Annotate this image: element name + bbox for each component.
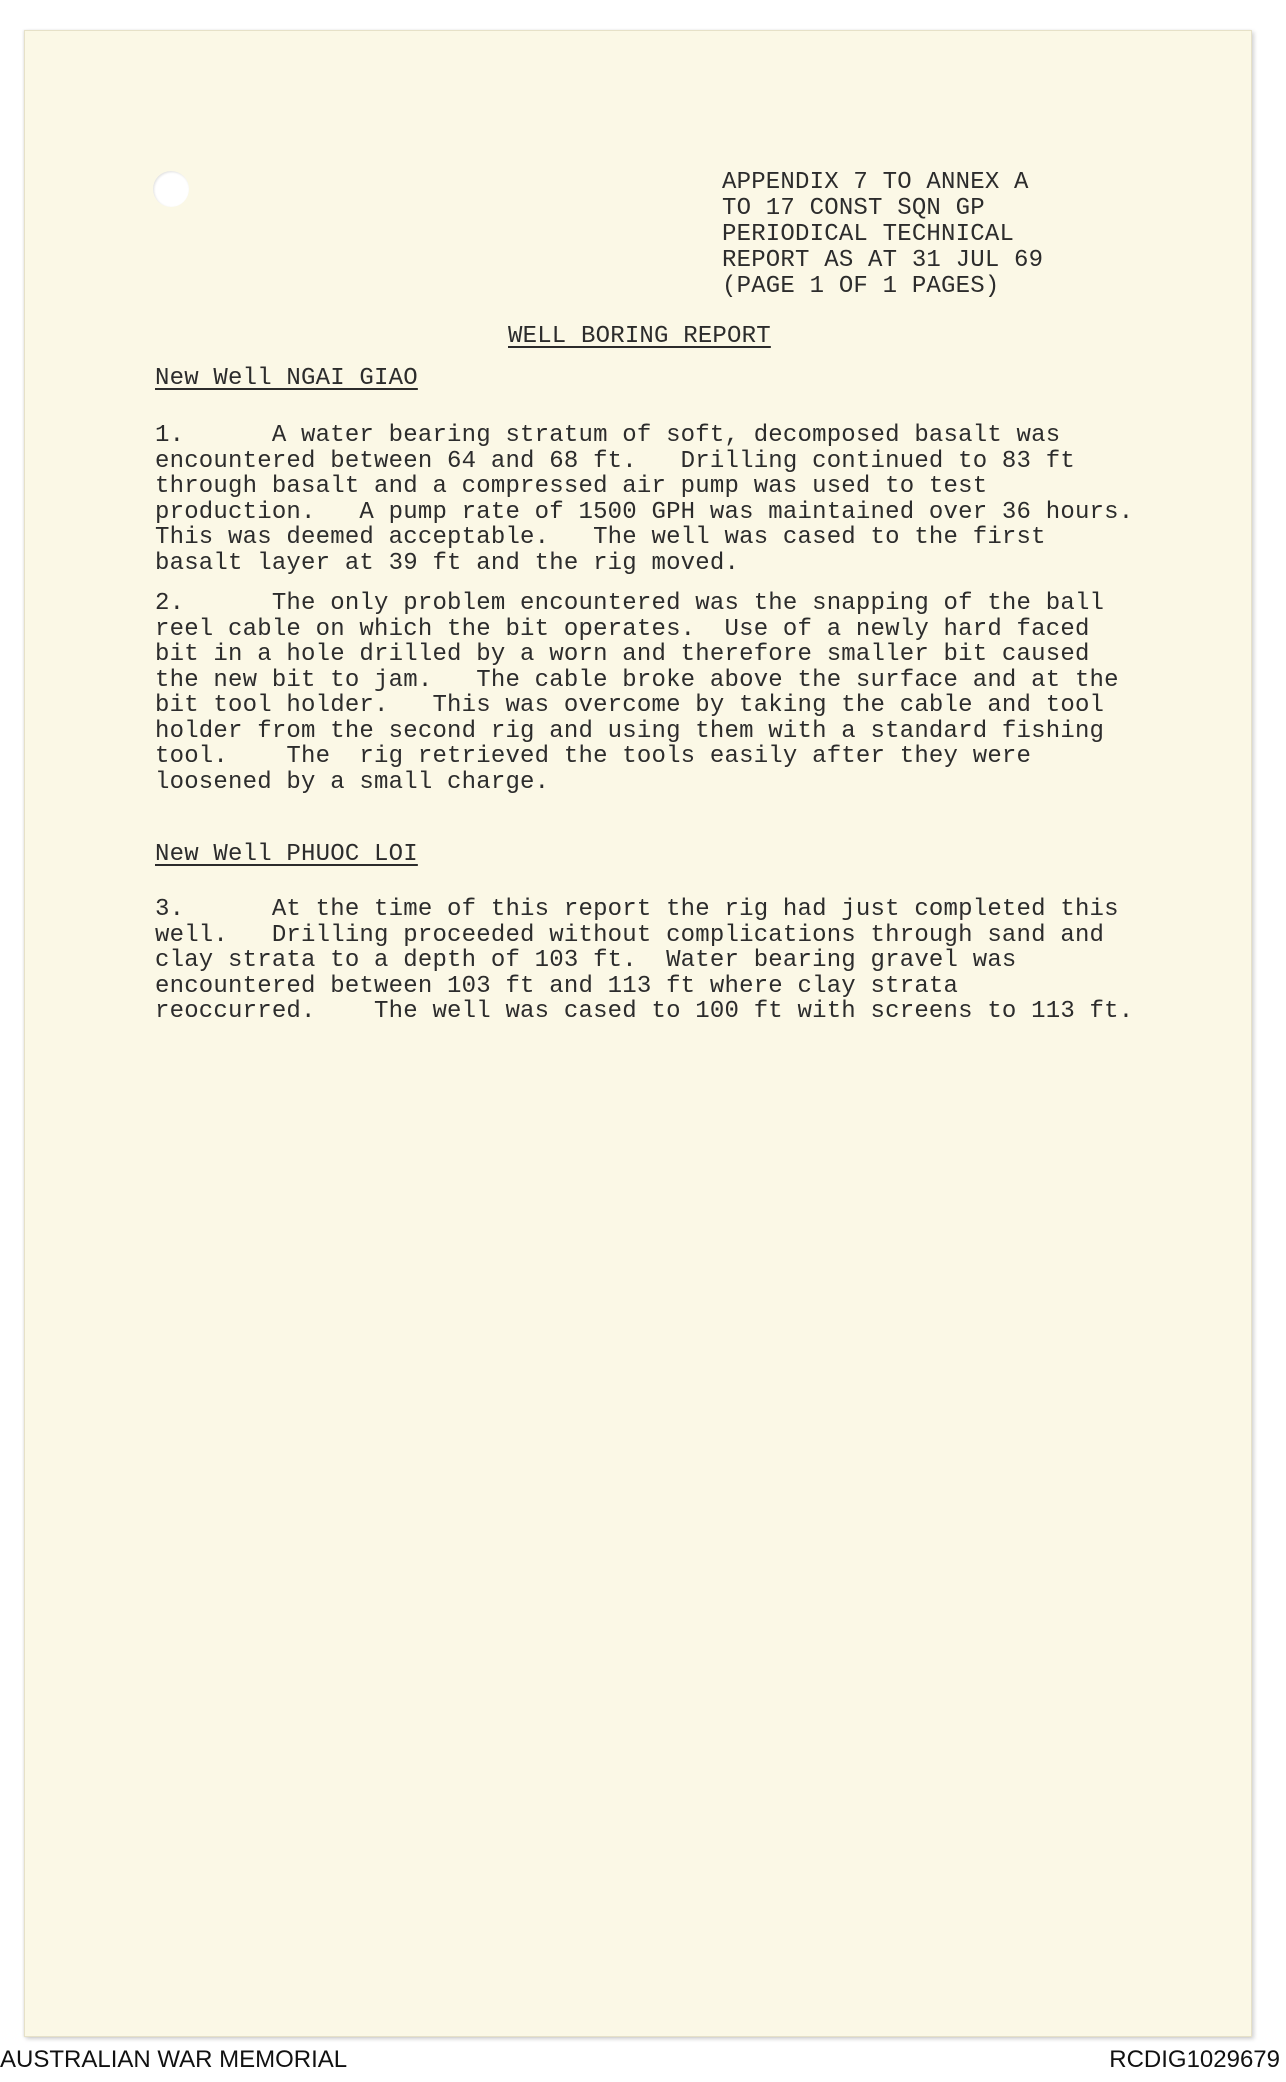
paragraph-3 xyxy=(155,897,1185,1025)
paragraph-line: encountered between 64 and 68 ft. Drilling continued to 83 ft xyxy=(155,447,1075,475)
paragraph-line: 1. A water bearing stratum of soft, decomposed basalt was xyxy=(155,422,1061,449)
paragraph-line: production. A pump rate of 1500 GPH was maintained over 36 hours. xyxy=(155,498,1134,526)
paragraph-line: tool. The rig retrieved the tools easily after they were xyxy=(155,743,1032,770)
paragraph-line: reoccurred. The well was cased to 100 ft with screens to 113 ft. xyxy=(155,998,1134,1025)
paragraph-line: clay strata to a depth of 103 ft. Water bearing gravel was xyxy=(155,947,1017,974)
paragraph-line: encountered between 103 ft and 113 ft where clay strata xyxy=(155,972,959,1000)
paragraph-line: well. Drilling proceeded without complications through sand and xyxy=(155,921,1105,949)
archive-credit: AUSTRALIAN WAR MEMORIAL xyxy=(0,2046,348,2073)
report-title: WELL BORING REPORT xyxy=(508,323,771,350)
archive-reference-id: RCDIG1029679 xyxy=(1109,2046,1280,2073)
header-line: (PAGE 1 OF 1 PAGES) xyxy=(722,273,1000,300)
paragraph-2 xyxy=(155,591,1185,795)
section-heading-ngai-giao: New Well NGAI GIAO xyxy=(155,365,418,392)
punch-hole xyxy=(153,171,189,207)
paragraph-line: the new bit to jam. The cable broke above the surface and at the xyxy=(155,666,1119,694)
document-page xyxy=(24,30,1252,2037)
section-heading-phuoc-loi: New Well PHUOC LOI xyxy=(155,841,418,868)
header-line: APPENDIX 7 TO ANNEX A xyxy=(722,169,1029,196)
paragraph-line: reel cable on which the bit operates. Use of a newly hard faced xyxy=(155,615,1090,643)
header-line: TO 17 CONST SQN GP xyxy=(722,195,985,222)
paragraph-line: through basalt and a compressed air pump was used to test xyxy=(155,473,988,500)
paragraph-line: basalt layer at 39 ft and the rig moved. xyxy=(155,549,740,577)
header-line: PERIODICAL TECHNICAL xyxy=(722,221,1015,248)
paragraph-line: 2. The only problem encountered was the snapping of the ball xyxy=(155,590,1105,617)
paragraph-line: bit tool holder. This was overcome by taking the cable and tool xyxy=(155,692,1105,719)
paragraph-1 xyxy=(155,423,1185,576)
header-line: REPORT AS AT 31 JUL 69 xyxy=(722,247,1044,274)
appendix-reference-block xyxy=(722,170,1043,300)
paragraph-line: 3. At the time of this report the rig had just completed this xyxy=(155,896,1119,923)
paragraph-line: This was deemed acceptable. The well was cased to the first xyxy=(155,524,1046,551)
paragraph-line: loosened by a small charge. xyxy=(155,768,550,796)
paragraph-line: bit in a hole drilled by a worn and therefore smaller bit caused xyxy=(155,641,1090,668)
paragraph-line: holder from the second rig and using them with a standard fishing xyxy=(155,717,1105,745)
